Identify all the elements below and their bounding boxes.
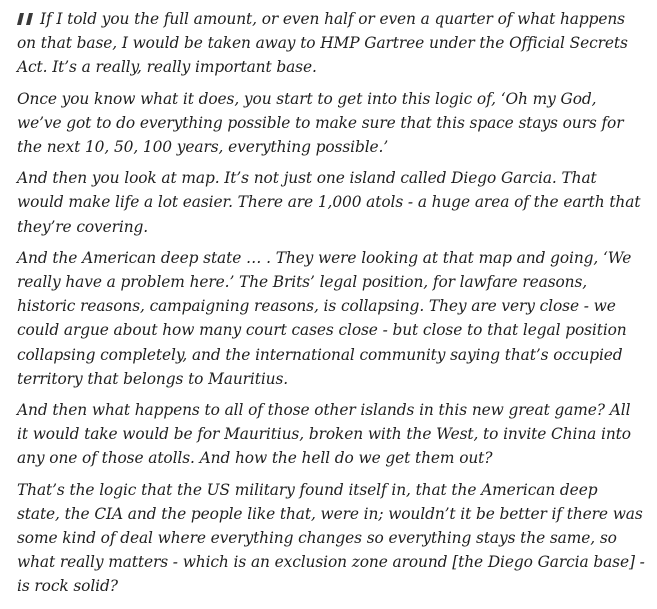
quote-paragraph-3: And then you look at map. It’s not just one island called Diego Garcia. That would make life a lot easier. There are 1,000 atols - a huge area of the earth that they’re covering. [17, 169, 641, 236]
quote-paragraph-2: Once you know what it does, you start to get into this logic of, ‘Oh my God, we’ve got to do everything possible to make sure that this space stays ours for the next 10, 50, 100 years, everything possible.’ [17, 89, 624, 157]
quote-paragraph-1 [17, 7, 645, 80]
quote-paragraph-5: And then what happens to all of those other islands in this new great game? All it would take would be for Mauritius, broken with the West, to invite China into any one of those atolls. And how the hell do we get them out? [17, 401, 631, 468]
quote-paragraph-4: And the American deep state … . They were looking at that map and going, ‘We really have a problem here.’ The Brits’ legal position, for lawfare reasons, historic reasons, campaigning reasons, is collapsing. They are very close - we could argue about how many court cases close - but close to that legal position collapsing completely, and the international community saying that’s occupied territory that belongs to Mauritius. [17, 248, 632, 388]
quote-paragraph-1-text: If I told you the full amount, or even half or even a quarter of what happens on that base, I would be taken away to HMP Gartree under the Official Secrets Act. It’s a really, really important base. [17, 10, 628, 77]
quote-mark-icon [17, 13, 34, 25]
quote-paragraph-6: That’s the logic that the US military found itself in, that the American deep state, the CIA and the people like that, were in; wouldn’t it be better if there was some kind of deal where everything changes so everything stays the same, so what really matters - which is an exclusion zone around [the Diego Garcia base] - is rock solid? [17, 480, 645, 596]
